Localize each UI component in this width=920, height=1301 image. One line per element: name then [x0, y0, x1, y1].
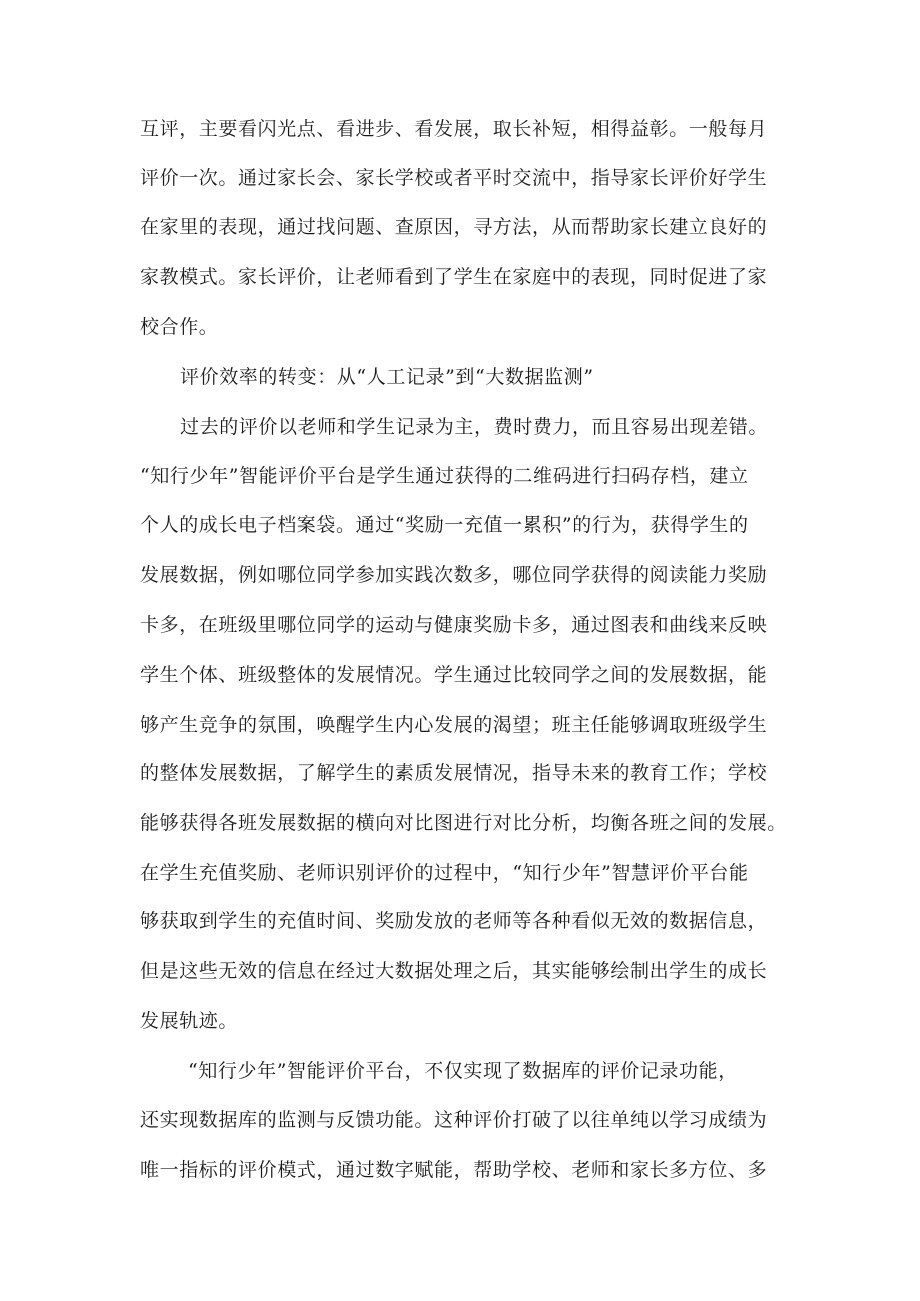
- paragraph-line: 家教模式。家长评价，让老师看到了学生在家庭中的表现，同时促进了家: [140, 266, 768, 288]
- paragraph-line: 发展轨迹。: [140, 1010, 239, 1032]
- paragraph-line: 过去的评价以老师和学生记录为主，费时费力，而且容易出现差错。: [180, 416, 769, 438]
- paragraph-line: 在家里的表现，通过找问题、查原因，寻方法，从而帮助家长建立良好的: [140, 216, 768, 238]
- paragraph-line: 的整体发展数据，了解学生的素质发展情况，指导未来的教育工作；学校: [140, 762, 768, 784]
- paragraph-line: “知行少年”智能评价平台，不仅实现了数据库的评价记录功能，: [188, 1060, 738, 1082]
- paragraph-line: 校合作。: [140, 316, 219, 338]
- paragraph-line: 互评，主要看闪光点、看进步、看发展，取长补短，相得益彰。一般每月: [140, 118, 768, 140]
- paragraph-line: 能够获得各班发展数据的横向对比图进行对比分析，均衡各班之间的发展。: [140, 812, 787, 834]
- paragraph-line: 评价一次。通过家长会、家长学校或者平时交流中，指导家长评价好学生: [140, 167, 768, 189]
- paragraph-line: 够产生竞争的氛围，唤醒学生内心发展的渴望；班主任能够调取班级学生: [140, 714, 768, 736]
- section-heading: 评价效率的转变：从“人工记录”到“大数据监测”: [180, 366, 594, 388]
- paragraph-line: 但是这些无效的信息在经过大数据处理之后，其实能够绘制出学生的成长: [140, 960, 768, 982]
- paragraph-line: 学生个体、班级整体的发展情况。学生通过比较同学之间的发展数据，能: [140, 664, 768, 686]
- paragraph-line: 在学生充值奖励、老师识别评价的过程中，“知行少年”智慧评价平台能: [140, 862, 749, 884]
- paragraph-line: 唯一指标的评价模式，通过数字赋能，帮助学校、老师和家长多方位、多: [140, 1159, 768, 1181]
- paragraph-line: “知行少年”智能评价平台是学生通过获得的二维码进行扫码存档，建立: [140, 465, 749, 487]
- paragraph-line: 还实现数据库的监测与反馈功能。这种评价打破了以往单纯以学习成绩为: [140, 1109, 768, 1131]
- paragraph-line: 够获取到学生的充值时间、奖励发放的老师等各种看似无效的数据信息，: [140, 910, 768, 932]
- paragraph-line: 个人的成长电子档案袋。通过“奖励一充值一累积”的行为，获得学生的: [140, 514, 749, 536]
- paragraph-line: 卡多，在班级里哪位同学的运动与健康奖励卡多，通过图表和曲线来反映: [140, 614, 768, 636]
- paragraph-line: 发展数据，例如哪位同学参加实践次数多，哪位同学获得的阅读能力奖励: [140, 564, 768, 586]
